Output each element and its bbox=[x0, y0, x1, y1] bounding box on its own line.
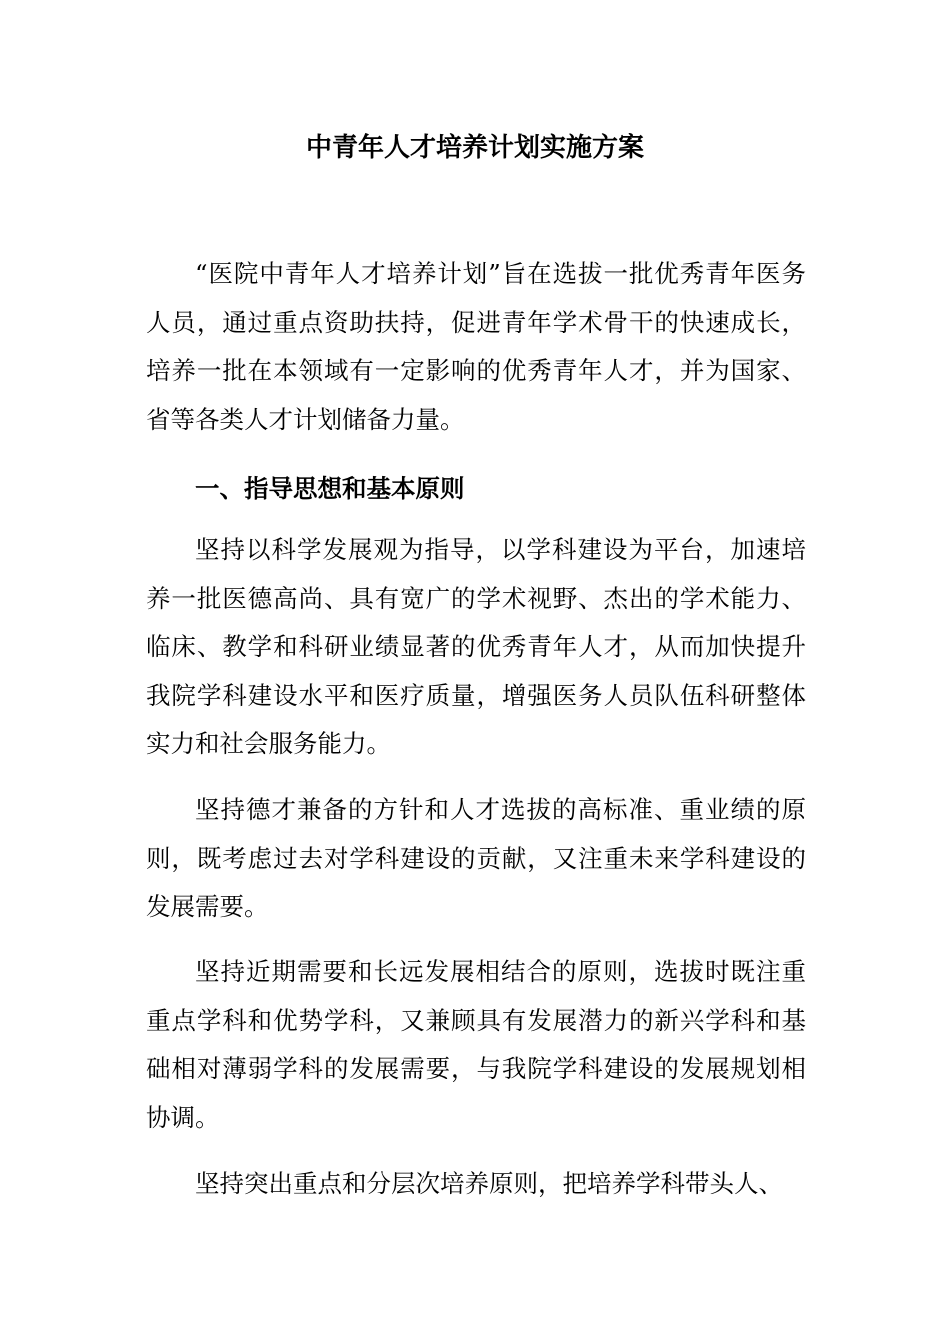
intro-paragraph: “医院中青年人才培养计划”旨在选拔一批优秀青年医务人员，通过重点资助扶持，促进青年学术骨干的快速成长，培养一批在本领域有一定影响的优秀青年人才，并为国家、省等各类人才计划储备力量。 bbox=[146, 259, 806, 434]
paragraph-guiding-ideology: 坚持以科学发展观为指导，以学科建设为平台，加速培养一批医德高尚、具有宽广的学术视野、杰出的学术能力、临床、教学和科研业绩显著的优秀青年人才，从而加快提升我院学科建设水平和医疗质量，增强医务人员队伍科研整体实力和社会服务能力。 bbox=[146, 535, 806, 758]
page-title: 中青年人才培养计划实施方案 bbox=[305, 133, 644, 163]
paragraph-merit-principle: 坚持德才兼备的方针和人才选拔的高标准、重业绩的原则，既考虑过去对学科建设的贡献，又注重未来学科建设的发展需要。 bbox=[146, 795, 806, 921]
paragraph-layered-training: 坚持突出重点和分层次培养原则，把培养学科带头人、 bbox=[195, 1169, 783, 1198]
paragraph-long-term-principle: 坚持近期需要和长远发展相结合的原则，选拔时既注重重点学科和优势学科，又兼顾具有发展潜力的新兴学科和基础相对薄弱学科的发展需要，与我院学科建设的发展规划相协调。 bbox=[146, 957, 806, 1132]
section-heading: 一、指导思想和基本原则 bbox=[195, 474, 465, 503]
